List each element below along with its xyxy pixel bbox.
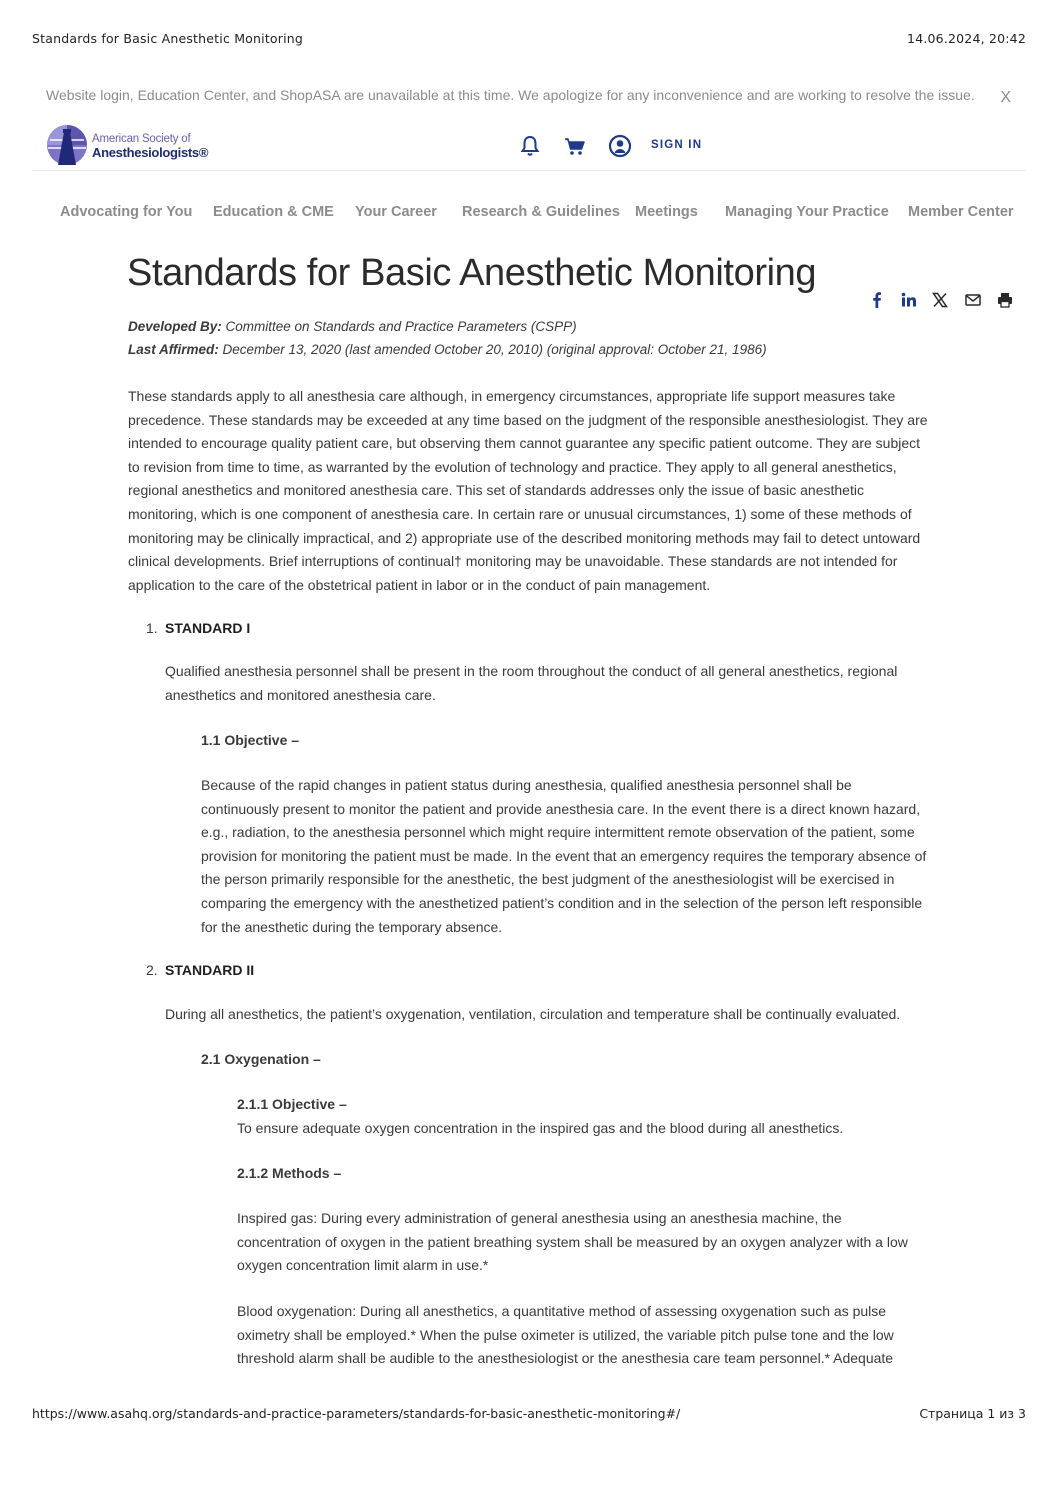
print-header-title: Standards for Basic Anesthetic Monitoring xyxy=(32,31,304,46)
standard-2-number: 2. xyxy=(146,962,158,978)
email-icon[interactable] xyxy=(964,291,982,309)
objective-2-1-1-title: 2.1.1 Objective – xyxy=(237,1096,347,1112)
developed-by xyxy=(128,319,577,334)
nav-item-meetings[interactable]: Meetings xyxy=(635,204,698,220)
print-footer-url: https://www.asahq.org/standards-and-practice-parameters/standards-for-basic-anesthetic-monitoring#/ xyxy=(32,1406,681,1421)
oxygenation-2-1-title: 2.1 Oxygenation – xyxy=(201,1051,321,1067)
share-bar xyxy=(868,291,1018,309)
objective-2-1-1-text: To ensure adequate oxygen concentration in the inspired gas and the blood during all anesthetics. xyxy=(237,1120,844,1136)
asa-logo[interactable] xyxy=(46,124,216,168)
objective-1-1-title: 1.1 Objective – xyxy=(201,732,300,748)
print-footer-page: Страница 1 из 3 xyxy=(919,1406,1026,1421)
cart-icon[interactable] xyxy=(563,134,587,158)
intro-paragraph: These standards apply to all anesthesia care although, in emergency circumstances, appropriate life support measures take precedence. These standards may be exceeded at any time based on the judgment of the responsible anesthesiologist. They are intended to encourage quality patient care, but observing them cannot guarantee any specific patient outcome. They are subject to revision from time to time, as warranted by the evolution of technology and practice. They apply to all general anesthetics, regional anesthetics and monitored anesthesia care. This set of standards addresses only the issue of basic anesthetic monitoring, which is one component of anesthesia care. In certain rare or unusual circumstances, 1) some of these methods of monitoring may be clinically impractical, and 2) appropriate use of the described monitoring methods may fail to detect untoward clinical developments. Brief interruptions of continual† monitoring may be unavoidable. These standards are not intended for application to the care of the obstetrical patient in labor or in the conduct of pain management. xyxy=(128,388,928,593)
print-footer xyxy=(32,1406,1026,1422)
standard-1-text: Qualified anesthesia personnel shall be present in the room throughout the conduct of all general anesthetics, regional anesthetics and monitored anesthesia care. xyxy=(165,663,898,703)
alert-banner xyxy=(46,87,1011,107)
developed-by-value: Committee on Standards and Practice Parameters (CSPP) xyxy=(221,319,577,334)
developed-by-label: Developed By: xyxy=(128,319,222,334)
standard-2-title: STANDARD II xyxy=(165,962,255,978)
objective-1-1-text: Because of the rapid changes in patient status during anesthesia, qualified anesthesia personnel shall be continuously present to monitor the patient and provide anesthesia care. In the event there is a direct known hazard, e.g., radiation, to the anesthesia personnel which might require intermittent remote observation of the patient, some provision for monitoring the patient must be made. In the event that an emergency requires the temporary absence of the person primarily responsible for the anesthetic, the best judgment of the anesthesiologist will be exercised in comparing the emergency with the anesthetized patient’s condition and in the selection of the person left responsible for the anesthetic during the temporary absence. xyxy=(201,777,927,935)
nav-item-member-center[interactable]: Member Center xyxy=(908,204,1014,220)
x-icon[interactable] xyxy=(931,291,949,309)
header-divider xyxy=(32,170,1026,171)
methods-blood-oxygenation: Blood oxygenation: During all anesthetics, a quantitative method of assessing oxygenation such as pulse oximetry shall be employed.* When the pulse oximeter is utilized, the variable pitch pulse tone and the low threshold alarm shall be audible to the anesthesiologist or the anesthesia care team personnel.* Adequate xyxy=(237,1303,894,1367)
linkedin-icon[interactable] xyxy=(900,291,918,309)
logo-line-1: American Society of xyxy=(92,133,191,145)
last-affirmed xyxy=(128,342,767,357)
last-affirmed-label: Last Affirmed: xyxy=(128,342,219,357)
nav-item-research[interactable]: Research & Guidelines xyxy=(462,204,620,220)
nav-item-education[interactable]: Education & CME xyxy=(213,204,334,220)
alert-message: Website login, Education Center, and ShopASA are unavailable at this time. We apologize for any inconvenience and are working to resolve the issue. xyxy=(46,87,975,103)
last-affirmed-value: December 13, 2020 (last amended October 20, 2010) (original approval: October 21, 1986) xyxy=(218,342,767,357)
print-icon[interactable] xyxy=(996,291,1014,309)
sign-in-link[interactable]: SIGN IN xyxy=(651,139,703,151)
logo-line-2: Anesthesiologists® xyxy=(92,145,209,160)
facebook-icon[interactable] xyxy=(868,291,886,309)
nav-item-career[interactable]: Your Career xyxy=(355,204,437,220)
nav-item-practice[interactable]: Managing Your Practice xyxy=(725,204,889,220)
standard-1-number: 1. xyxy=(146,620,158,636)
print-header xyxy=(32,31,1026,47)
nav-item-advocating[interactable]: Advocating for You xyxy=(60,204,193,220)
asa-logo-mark-icon xyxy=(46,124,88,166)
methods-2-1-2-title: 2.1.2 Methods – xyxy=(237,1165,342,1181)
alert-close-button[interactable]: X xyxy=(1000,89,1011,106)
methods-inspired-gas: Inspired gas: During every administration of general anesthesia using an anesthesia machine, the concentration of oxygen in the patient breathing system shall be measured by an oxygen analyzer with a low oxygen concentration limit alarm in use.* xyxy=(237,1210,908,1274)
standard-1-title: STANDARD I xyxy=(165,620,251,636)
user-circle-icon[interactable] xyxy=(608,134,632,158)
standard-2-text: During all anesthetics, the patient’s oxygenation, ventilation, circulation and temperature shall be continually evaluated. xyxy=(165,1006,901,1022)
bell-icon[interactable] xyxy=(518,134,542,158)
main-nav xyxy=(60,204,1020,224)
print-header-datetime: 14.06.2024, 20:42 xyxy=(907,31,1026,46)
page-title: Standards for Basic Anesthetic Monitoring xyxy=(127,252,817,294)
